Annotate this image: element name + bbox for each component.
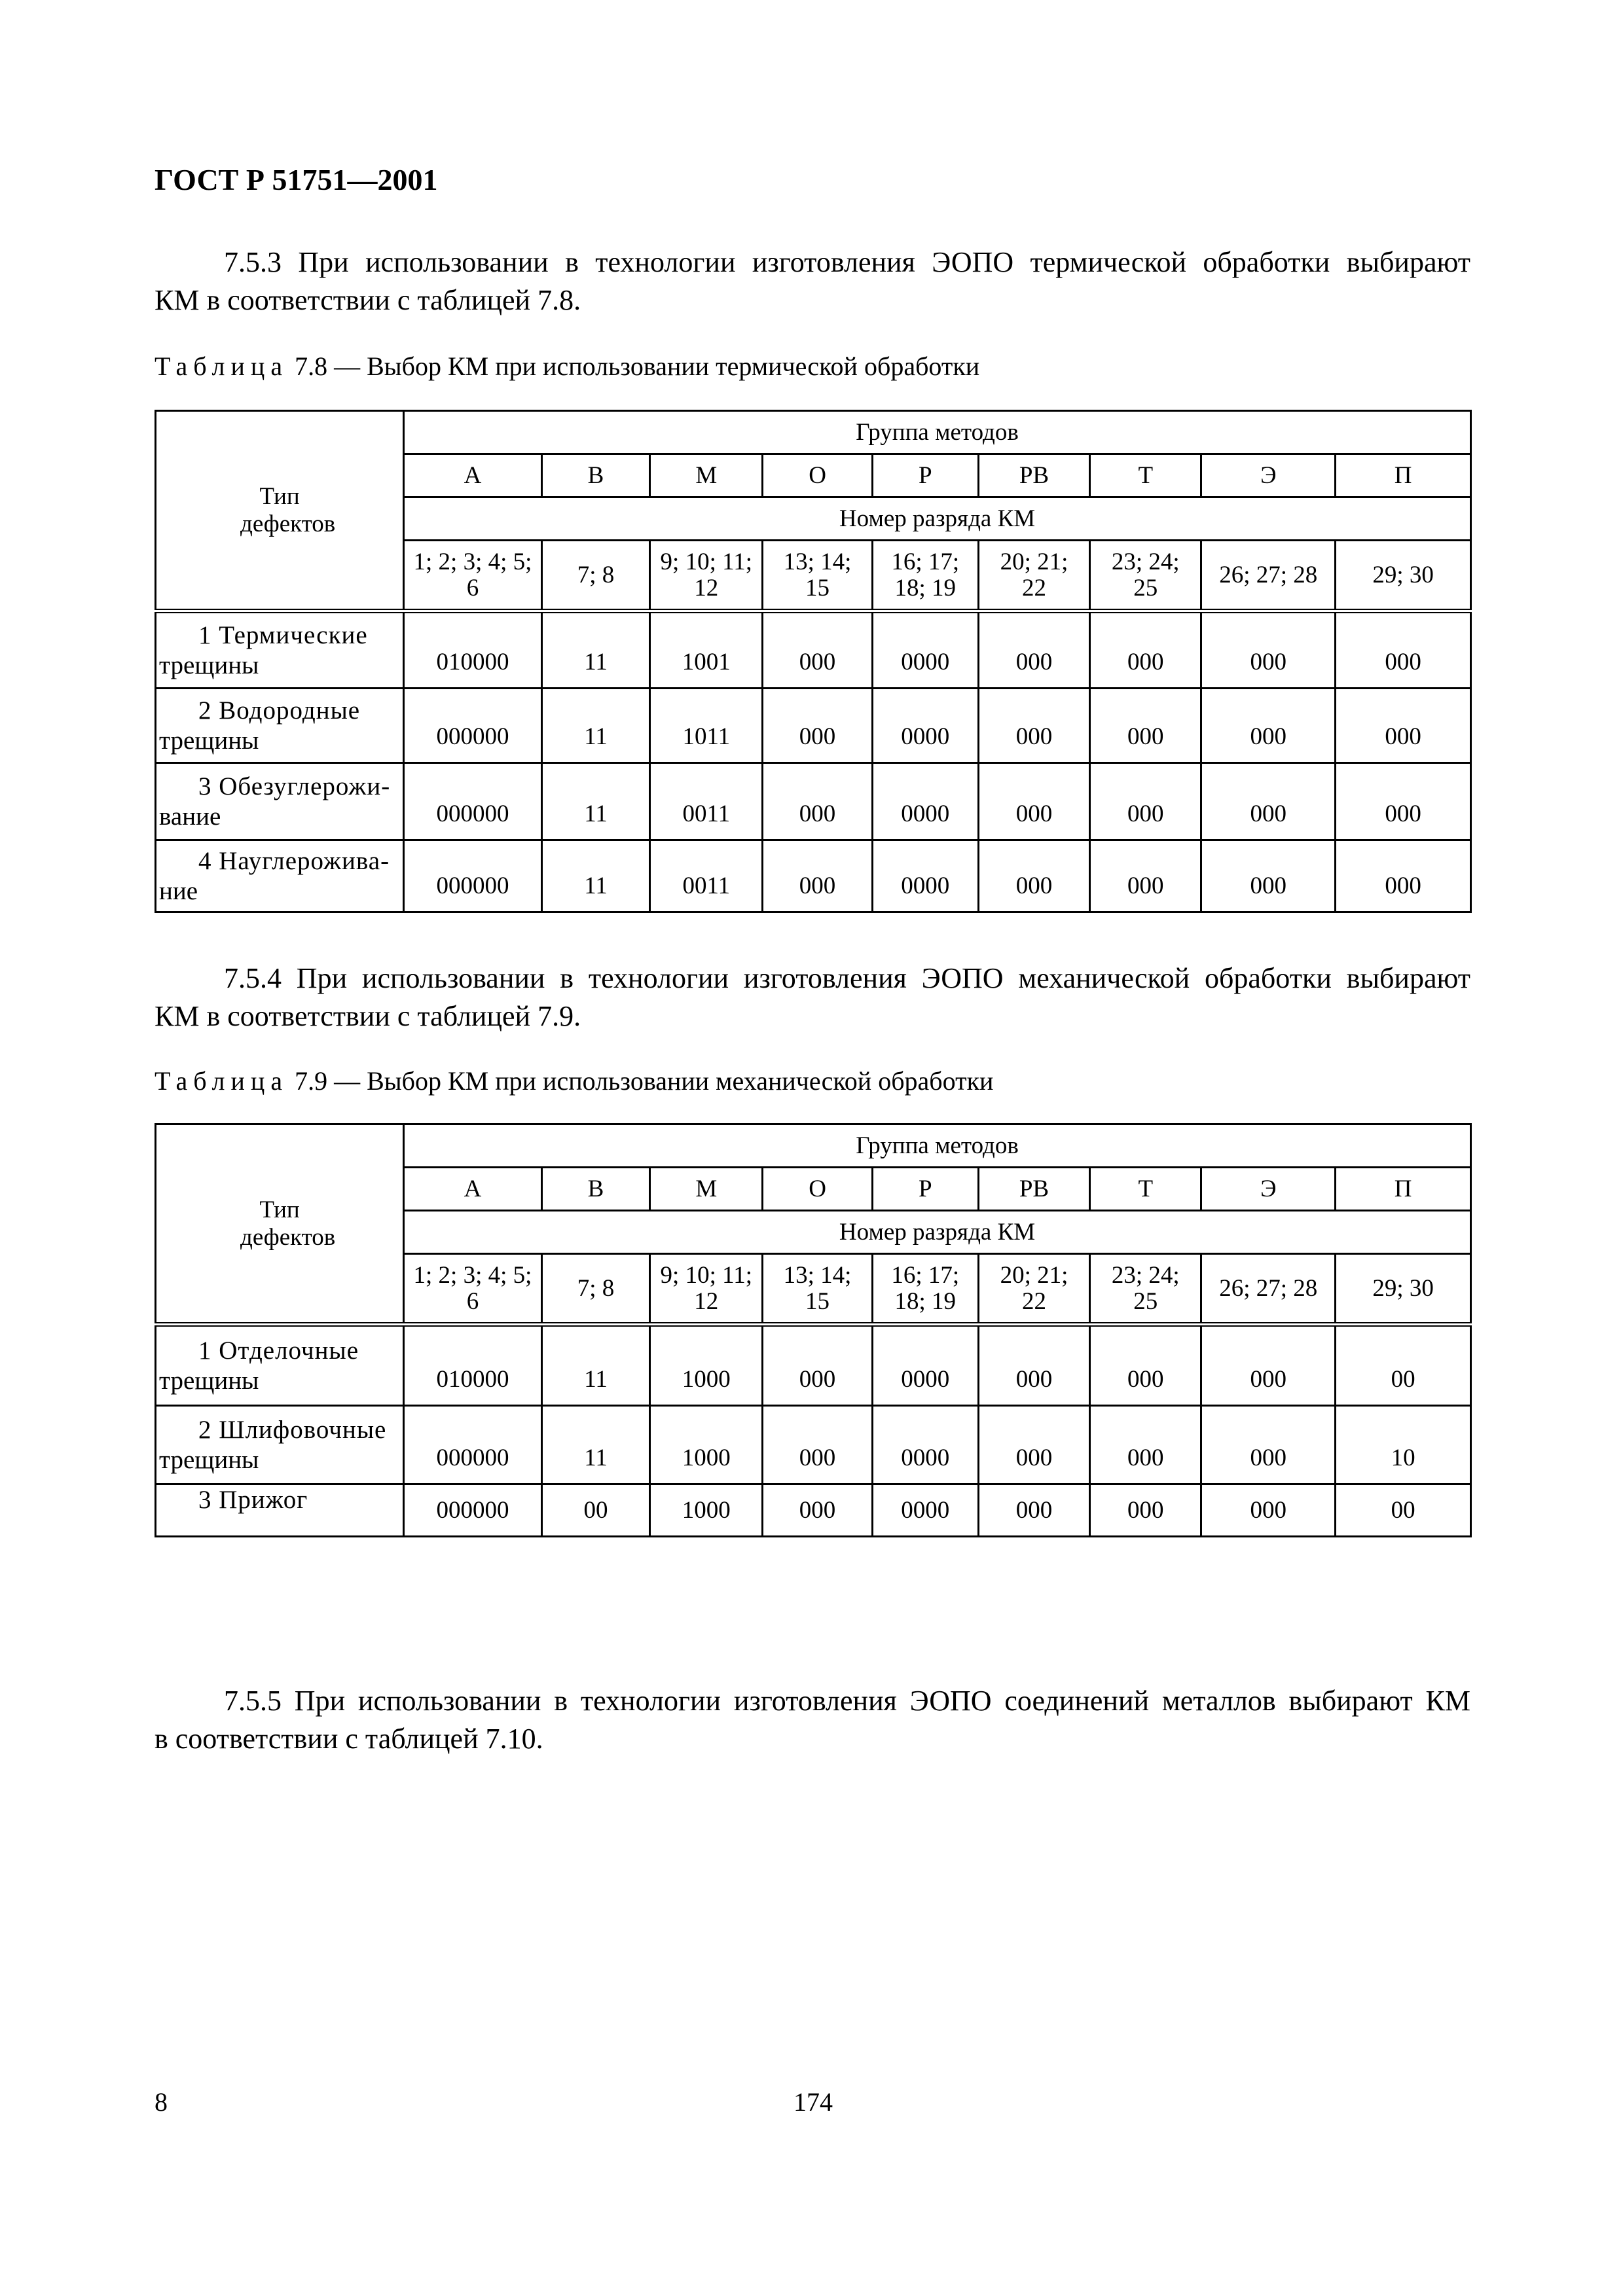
rank-cell: 1; 2; 3; 4; 5; 6 [404,541,542,611]
rank-cell: 26; 27; 28 [1201,1254,1336,1325]
km-value-cell: 000 [1201,840,1336,912]
paragraph-line-2: КМ в соответствии с таблицей 7.8. [155,284,581,316]
table-7-9-caption [155,1066,993,1096]
rank-cell: 7; 8 [541,541,649,611]
table-row [156,840,1471,912]
paragraph-7-5-5 [155,1682,1470,1758]
group-cell: А [404,1168,542,1211]
km-value-cell: 11 [541,689,649,763]
caption-text: 7.8 — Выбор КМ при использовании термической обработки [288,351,980,381]
km-value-cell: 000 [978,689,1089,763]
km-value-cell: 000 [978,840,1089,912]
page-number: 8 [155,2087,168,2117]
km-value-cell: 11 [541,763,649,840]
km-value-cell: 000 [978,611,1089,689]
km-value-cell: 000 [1201,611,1336,689]
table-row [156,1325,1471,1406]
km-value-cell: 000 [1090,611,1201,689]
km-value-cell: 000 [763,611,872,689]
group-cell: Т [1090,454,1201,497]
rank-cell: 23; 24; 25 [1090,1254,1201,1325]
rank-cell: 13; 14; 15 [763,1254,872,1325]
km-value-cell: 000 [1090,1406,1201,1484]
km-value-cell: 000 [1201,763,1336,840]
defect-type-line-1: 3 Прижог [198,1486,308,1514]
rank-cell: 16; 17; 18; 19 [872,1254,978,1325]
km-value-cell: 000 [763,840,872,912]
km-value-cell: 0000 [872,840,978,912]
group-cell: Э [1201,454,1336,497]
km-value-cell: 000000 [404,840,542,912]
km-value-cell: 010000 [404,611,542,689]
km-value-cell: 00 [541,1484,649,1537]
km-value-cell: 000 [1201,1325,1336,1406]
table-row [156,611,1471,689]
document-code: ГОСТ Р 51751—2001 [155,163,438,196]
rank-cell: 26; 27; 28 [1201,541,1336,611]
km-value-cell: 000 [978,1406,1089,1484]
rank-cell: 23; 24; 25 [1090,541,1201,611]
type-header-cell [156,411,404,611]
km-value-cell: 000000 [404,763,542,840]
group-cell: О [763,454,872,497]
table-7-8-caption [155,351,979,382]
defect-type-line-1: 1 Термические [198,620,368,649]
defect-type-line-1: 4 Науглерожива- [198,846,390,875]
group-header: Группа методов [404,411,1471,454]
group-cell: РВ [978,1168,1089,1211]
km-value-cell: 11 [541,840,649,912]
rank-cell: 20; 21; 22 [978,541,1089,611]
km-value-cell: 00 [1336,1484,1471,1537]
paragraph-7-5-3 [155,243,1470,319]
km-value-cell: 000 [978,1325,1089,1406]
km-value-cell: 000 [1201,1406,1336,1484]
group-cell: А [404,454,542,497]
km-value-cell: 0000 [872,1325,978,1406]
defect-type-line-1: 2 Шлифовочные [198,1415,387,1444]
defect-type-line-2: ние [159,876,198,905]
rank-header: Номер разряда КМ [404,1211,1471,1254]
km-value-cell: 11 [541,1406,649,1484]
table-row [156,1484,1471,1537]
km-value-cell: 10 [1336,1406,1471,1484]
type-header-cell [156,1124,404,1325]
km-value-cell: 010000 [404,1325,542,1406]
rank-cell: 9; 10; 11; 12 [650,1254,763,1325]
km-value-cell: 000 [978,763,1089,840]
group-cell: Р [872,1168,978,1211]
group-cell: Т [1090,1168,1201,1211]
defect-type-line-2: трещины [159,726,259,755]
paragraph-line-2: КМ в соответствии с таблицей 7.9. [155,1000,581,1032]
km-value-cell: 000 [1201,689,1336,763]
defect-type-cell [156,611,404,689]
group-cell: В [541,454,649,497]
group-cell: Р [872,454,978,497]
defect-type-line-2: трещины [159,1366,259,1395]
rank-cell: 29; 30 [1336,541,1471,611]
paragraph-line-1: 7.5.3 При использовании в технологии изготовления ЭОПО термической обработки выбирают [224,246,1470,278]
km-value-cell: 000000 [404,1406,542,1484]
paragraph-line-1: 7.5.5 При использовании в технологии изготовления ЭОПО соединений металлов выбирают КМ [224,1685,1470,1717]
km-value-cell: 000 [763,1325,872,1406]
group-cell: П [1336,454,1471,497]
km-value-cell: 1000 [650,1406,763,1484]
km-value-cell: 1000 [650,1325,763,1406]
defect-type-line-1: 3 Обезуглерожи- [198,772,391,800]
rank-cell: 13; 14; 15 [763,541,872,611]
km-value-cell: 000 [1201,1484,1336,1537]
rank-cell: 7; 8 [541,1254,649,1325]
km-value-cell: 11 [541,1325,649,1406]
table-row [156,1406,1471,1484]
km-value-cell: 0000 [872,1406,978,1484]
defect-type-cell [156,763,404,840]
km-value-cell: 0011 [650,763,763,840]
km-value-cell: 000 [1336,689,1471,763]
km-value-cell: 0000 [872,689,978,763]
defect-type-line-1: 2 Водородные [198,696,361,725]
km-value-cell: 0011 [650,840,763,912]
table-7-9 [155,1123,1472,1537]
defect-type-cell [156,1406,404,1484]
km-value-cell: 00 [1336,1325,1471,1406]
caption-text: 7.9 — Выбор КМ при использовании механической обработки [288,1066,994,1096]
km-value-cell: 1011 [650,689,763,763]
km-value-cell: 0000 [872,611,978,689]
paragraph-7-5-4 [155,960,1470,1035]
km-value-cell: 000 [1090,840,1201,912]
defect-type-cell [156,689,404,763]
rank-cell: 1; 2; 3; 4; 5; 6 [404,1254,542,1325]
defect-type-cell [156,1484,404,1537]
km-value-cell: 000 [1336,611,1471,689]
group-cell: П [1336,1168,1471,1211]
km-value-cell: 000 [978,1484,1089,1537]
defect-type-line-1: 1 Отделочные [198,1336,359,1365]
km-value-cell: 000 [763,1484,872,1537]
table-row [156,689,1471,763]
rank-header: Номер разряда КМ [404,497,1471,541]
rank-cell: 9; 10; 11; 12 [650,541,763,611]
km-value-cell: 000 [1336,840,1471,912]
type-header: Тип дефектов [240,1196,336,1251]
caption-prefix: Таблица [155,351,289,381]
sheet-number: 174 [793,2087,833,2117]
km-value-cell: 000 [763,689,872,763]
group-cell: РВ [978,454,1089,497]
km-value-cell: 000000 [404,689,542,763]
km-value-cell: 000 [1090,763,1201,840]
km-value-cell: 0000 [872,763,978,840]
paragraph-line-2: в соответствии с таблицей 7.10. [155,1723,543,1755]
km-value-cell: 000 [763,763,872,840]
km-value-cell: 1001 [650,611,763,689]
caption-prefix: Таблица [155,1066,289,1096]
km-value-cell: 000 [1336,763,1471,840]
defect-type-line-2: трещины [159,1445,259,1474]
km-value-cell: 000000 [404,1484,542,1537]
group-cell: Э [1201,1168,1336,1211]
type-header: Тип дефектов [240,482,336,537]
table-7-8 [155,410,1472,913]
km-value-cell: 000 [1090,689,1201,763]
group-cell: В [541,1168,649,1211]
defect-type-cell [156,840,404,912]
km-value-cell: 000 [763,1406,872,1484]
defect-type-line-2: трещины [159,651,259,679]
paragraph-line-1: 7.5.4 При использовании в технологии изготовления ЭОПО механической обработки выбирают [224,962,1470,994]
defect-type-cell [156,1325,404,1406]
defect-type-line-2: вание [159,802,221,831]
km-value-cell: 11 [541,611,649,689]
rank-cell: 20; 21; 22 [978,1254,1089,1325]
rank-cell: 29; 30 [1336,1254,1471,1325]
group-cell: М [650,1168,763,1211]
km-value-cell: 000 [1090,1484,1201,1537]
km-value-cell: 1000 [650,1484,763,1537]
km-value-cell: 0000 [872,1484,978,1537]
group-cell: М [650,454,763,497]
km-value-cell: 000 [1090,1325,1201,1406]
group-header: Группа методов [404,1124,1471,1168]
rank-cell: 16; 17; 18; 19 [872,541,978,611]
group-cell: О [763,1168,872,1211]
table-row [156,763,1471,840]
